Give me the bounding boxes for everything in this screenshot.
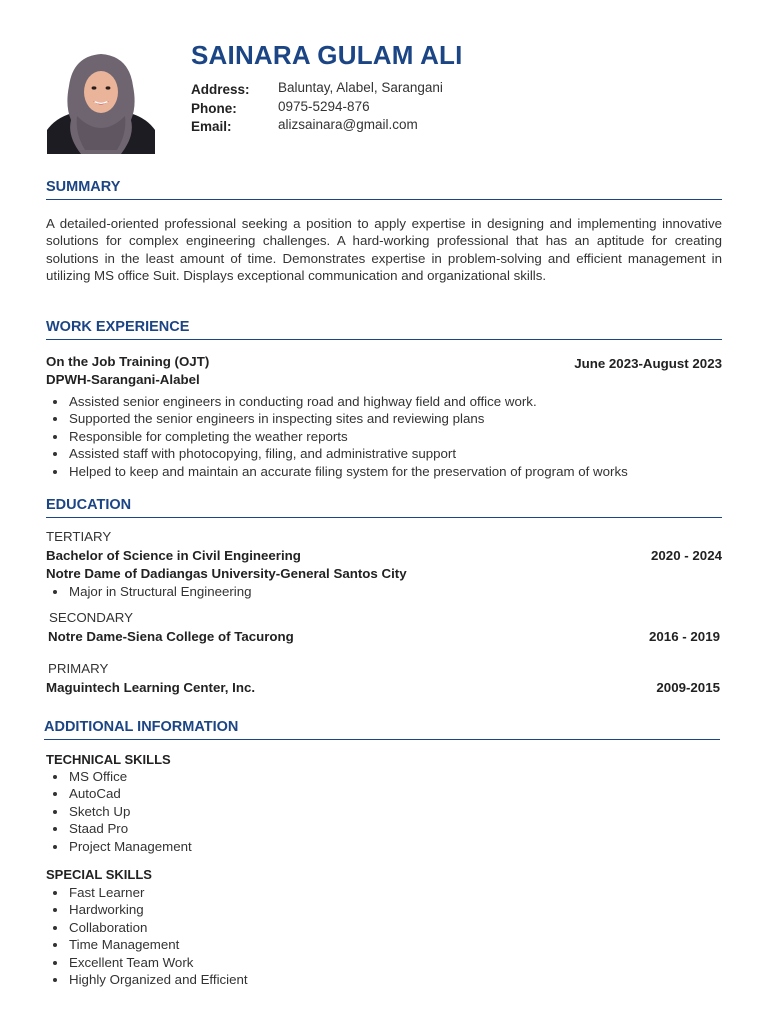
list-item: • Time Management [68,936,248,953]
work-duties-list [46,393,628,480]
primary-years: 2009-2015 [656,680,720,695]
phone-value: 0975-5294-876 [278,98,370,114]
email-label: Email: [191,119,232,134]
special-skills-list [46,884,248,988]
secondary-school: Notre Dame-Siena College of Tacurong [48,629,294,644]
primary-label: PRIMARY [48,661,109,676]
tertiary-label: TERTIARY [46,529,112,544]
avatar [47,50,155,154]
summary-heading: SUMMARY [46,179,722,200]
list-item: • Hardworking [68,901,248,918]
list-item: • Major in Structural Engineering [68,583,252,600]
work-dates: June 2023-August 2023 [574,356,722,371]
email-value: alizsainara@gmail.com [278,117,418,132]
list-item: • Project Management [68,838,192,855]
list-item: • Assisted staff with photocopying, filing, and administrative support [68,445,628,462]
list-item: • Sketch Up [68,803,192,820]
education-heading: EDUCATION [46,497,722,518]
tertiary-notes-list [46,583,252,600]
work-experience-heading: WORK EXPERIENCE [46,319,722,340]
contact-block [191,81,443,137]
list-item: • Staad Pro [68,820,192,837]
primary-school: Maguintech Learning Center, Inc. [46,680,256,695]
tertiary-degree: Bachelor of Science in Civil Engineering [46,548,301,563]
summary-text: A detailed-oriented professional seeking a position to apply expertise in designing and implementing innovative solutions for complex engineering challenges. A hard-working professional that has an aptitude for creating solutions in the least amount of time. Demonstrates expertise in problem-solving and efficient management in utilizing MS office Suit. Displays exceptional communication and organizational skills. [46,216,722,283]
candidate-name: SAINARA GULAM ALI [191,40,463,70]
work-organization: DPWH-Sarangani-Alabel [46,372,200,387]
secondary-label: SECONDARY [49,610,133,625]
address-label: Address: [191,82,250,97]
list-item: • Collaboration [68,919,248,936]
technical-skills-list [46,768,192,855]
profile-photo [47,50,155,154]
list-item: • Fast Learner [68,884,248,901]
list-item: • Responsible for completing the weather reports [68,428,628,445]
phone-label: Phone: [191,100,237,116]
secondary-years: 2016 - 2019 [649,629,720,644]
additional-info-heading: ADDITIONAL INFORMATION [44,719,720,740]
list-item: • Highly Organized and Efficient [68,971,248,988]
contact-email [191,118,443,137]
list-item: • Helped to keep and maintain an accurate filing system for the preservation of program of works [68,463,628,480]
work-role: On the Job Training (OJT) [46,354,210,369]
list-item: • Supported the senior engineers in inspecting sites and reviewing plans [68,410,628,427]
tertiary-years: 2020 - 2024 [651,548,722,563]
list-item: • AutoCad [68,785,192,802]
list-item: • MS Office [68,768,192,785]
special-skills-heading: SPECIAL SKILLS [46,867,152,882]
list-item: • Assisted senior engineers in conducting road and highway field and office work. [68,393,628,410]
address-value: Baluntay, Alabel, Sarangani [278,80,443,95]
list-item: • Excellent Team Work [68,954,248,971]
tertiary-school: Notre Dame of Dadiangas University-General Santos City [46,566,407,581]
technical-skills-heading: TECHNICAL SKILLS [46,752,171,767]
